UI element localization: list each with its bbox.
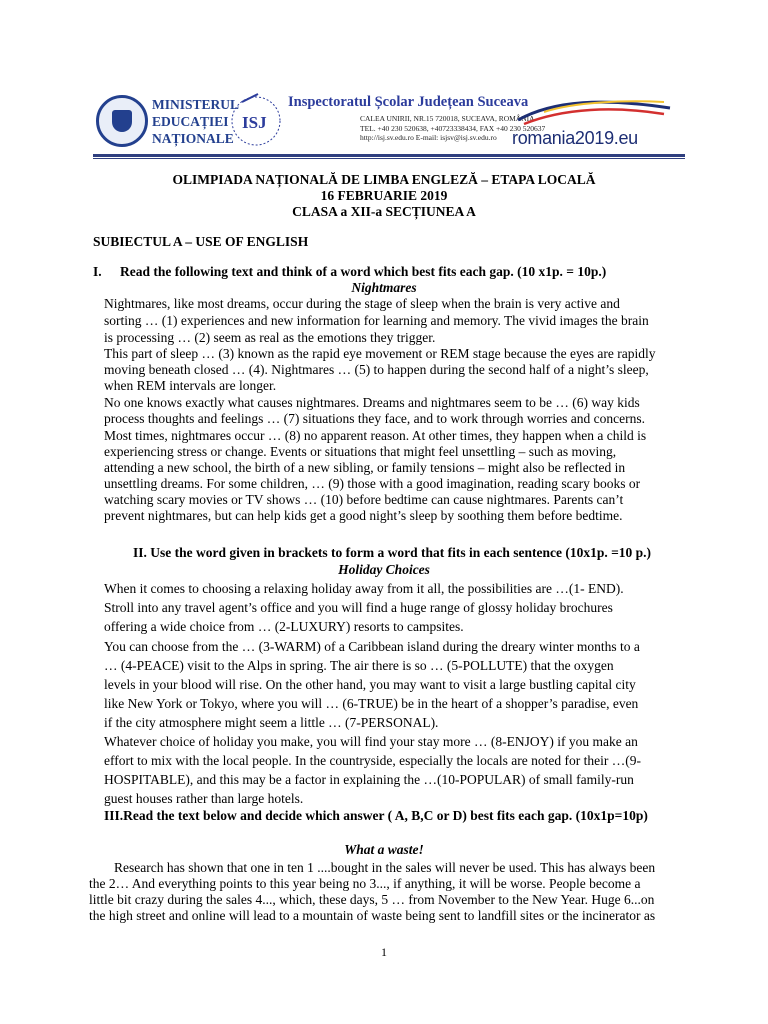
text-line: No one knows exactly what causes nightmares. Dreams and nightmares seem to be … (6) way kids bbox=[104, 395, 640, 410]
text-line: unsettling dreams. For some children, … (9) those with a good imagination, reading scary books or bbox=[104, 476, 641, 491]
text-line: process thoughts and feelings … (7) situations they face, and to work through worries and concerns. bbox=[104, 411, 645, 426]
page-number: 1 bbox=[381, 945, 387, 959]
ministry-seal-logo bbox=[96, 95, 148, 147]
section-1-title: Nightmares bbox=[351, 280, 417, 295]
text-line: effort to mix with the local people. In the countryside, especially the locals are noted for their …(9- bbox=[104, 753, 641, 768]
text-line: Research has shown that one in ten 1 ....bought in the sales will never be used. This has always been bbox=[114, 860, 656, 875]
romania2019-logo-text: romania2019.eu bbox=[512, 128, 638, 148]
text-line: You can choose from the … (3-WARM) of a Caribbean island during the dreary winter months to a bbox=[104, 639, 640, 654]
header-divider-thin bbox=[93, 158, 685, 159]
text-line: moving beneath closed … (4). Nightmares … (5) to happen during the second half of a night’s sleep, bbox=[104, 362, 649, 377]
section-1-number: I. bbox=[93, 264, 102, 279]
text-line: experiencing stress or change. Events or situations that might feel unsettling – such as moving, bbox=[104, 444, 617, 459]
text-line: sorting … (1) experiences and new information for learning and memory. The vivid images the brain bbox=[104, 313, 649, 328]
letterhead bbox=[0, 0, 768, 170]
text-line: levels in your blood will rise. On the other hand, you may want to visit a large bustling capital city bbox=[104, 677, 636, 692]
text-line: prevent nightmares, but can help kids get a good night’s sleep by soothing them before bedtime. bbox=[104, 508, 623, 523]
section-2-title: Holiday Choices bbox=[338, 562, 430, 577]
text-line: the high street and online will lead to a mountain of waste being sent to landfill sites or the incinerator as bbox=[89, 908, 656, 923]
text-line: Whatever choice of holiday you make, you will find your stay more … (8-ENJOY) if you make an bbox=[104, 734, 638, 749]
isj-title: Inspectoratul Școlar Județean Suceava bbox=[288, 94, 529, 110]
text-line: little bit crazy during the sales 4..., which, these days, 5 … from November to the New Year. Huge 6...on bbox=[89, 892, 655, 907]
text-line: like New York or Tokyo, where you will … (6-TRUE) be in the heart of a shopper’s paradise, even bbox=[104, 696, 639, 711]
text-line: when REM intervals are longer. bbox=[104, 378, 277, 393]
text-line: Most times, nightmares occur … (8) no apparent reason. At other times, they happen when a child is bbox=[104, 428, 647, 443]
text-line: … (4-PEACE) visit to the Alps in spring. The air there is so … (5-POLLUTE) that the oxygen bbox=[104, 658, 614, 673]
text-line: attending a new school, the birth of a new sibling, or family tensions – might also be reflected in bbox=[104, 460, 626, 475]
text-line: Stroll into any travel agent’s office and you will find a huge range of glossy holiday brochures bbox=[104, 600, 613, 615]
text-line: watching scary movies or TV shows … (10) before bedtime can cause nightmares. Parents can’t bbox=[104, 492, 624, 507]
section-1-instruction: Read the following text and think of a word which best fits each gap. (10 x1p. = 10p.) bbox=[120, 264, 607, 279]
text-line: This part of sleep … (3) known as the rapid eye movement or REM stage because the eyes are rapidly bbox=[104, 346, 656, 361]
exam-title: OLIMPIADA NAȚIONALĂ DE LIMBA ENGLEZĂ – ETAPA LOCALĂ bbox=[172, 172, 596, 187]
text-line: guest houses rather than large hotels. bbox=[104, 791, 304, 806]
text-line: is processing … (2) seem as real as the emotions they trigger. bbox=[104, 330, 436, 345]
isj-address: CALEA UNIRII, NR.15 720018, SUCEAVA, ROMÂNIA TEL. +40 230 520638, +40723338434, FAX +40 230 520637 http://isj.sv.edu.ro E-mail: isjsv@isj.sv.edu.ro bbox=[360, 114, 546, 142]
ministry-name: MINISTERUL EDUCAȚIEI NAȚIONALE bbox=[152, 97, 240, 146]
text-line: Nightmares, like most dreams, occur during the stage of sleep when the brain is very active and bbox=[104, 296, 620, 311]
section-2-instruction: II. Use the word given in brackets to form a word that fits in each sentence (10x1p. =10 p.) bbox=[133, 545, 652, 560]
exam-date: 16 FEBRUARIE 2019 bbox=[320, 188, 448, 203]
exam-class: CLASA a XII-a SECȚIUNEA A bbox=[292, 204, 476, 219]
romania2019-wave-logo bbox=[514, 94, 674, 128]
subject-heading: SUBIECTUL A – USE OF ENGLISH bbox=[93, 234, 309, 249]
text-line: if the city atmosphere might seem a little … (7-PERSONAL). bbox=[104, 715, 439, 730]
section-3-instruction: III.Read the text below and decide which answer ( A, B,C or D) best fits each gap. (10x1p=10p) bbox=[104, 808, 648, 823]
header-divider bbox=[93, 154, 685, 157]
isj-logo bbox=[228, 92, 284, 150]
text-line: When it comes to choosing a relaxing holiday away from it all, the possibilities are …(1- END). bbox=[104, 581, 624, 596]
svg-text:ISJ: ISJ bbox=[242, 113, 267, 132]
text-line: offering a wide choice from … (2-LUXURY) resorts to campsites. bbox=[104, 619, 464, 634]
text-line: the 2… And everything points to this year being no 3..., if anything, it will be worse. People become a bbox=[89, 876, 641, 891]
section-3-title: What a waste! bbox=[344, 842, 424, 857]
text-line: HOSPITABLE), and this may be a factor in explaining the …(10-POPULAR) of small family-run bbox=[104, 772, 634, 787]
